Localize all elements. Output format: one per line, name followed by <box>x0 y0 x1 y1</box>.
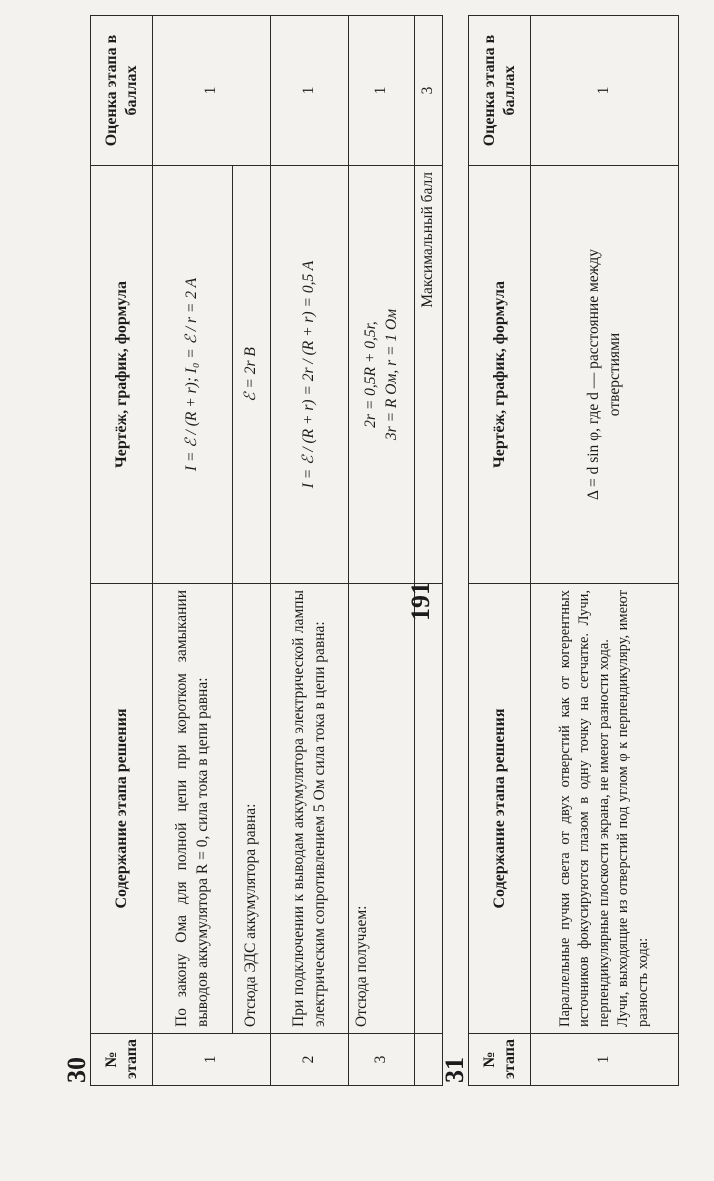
formula-cell: ℰ = 2r B <box>233 166 271 584</box>
header-score: Оценка этапа в баллах <box>469 16 531 166</box>
formula-cell: I = ℰ / (R + r) = 2r / (R + r) = 0,5 A <box>271 166 349 584</box>
formula-line: 2r = 0,5R + 0,5r, <box>361 321 379 428</box>
formula-cell: I = ℰ / (R + r); I₀ = ℰ / r = 2 A <box>153 166 233 584</box>
header-content: Содержание этапа решения <box>469 584 531 1034</box>
content-cell: Отсюда ЭДС аккумулятора равна: <box>233 584 271 1034</box>
content-cell: При подключении к выводам аккумулятора электрической лампы электрическим сопротивлением 5 Ом сила тока в цепи равна: <box>271 584 349 1034</box>
content-paragraph: Лучи, выходящие из отверстий под углом φ к перпендикуляру, имеют разность хода: <box>615 590 651 1027</box>
formula-cell <box>349 166 415 584</box>
header-stage: № этапа <box>469 1034 531 1086</box>
table-row <box>415 16 443 1086</box>
content-cell: По закону Ома для полной цепи при коротком замыкании выводов аккумулятора R = 0, сила тока в цепи равна: <box>153 584 233 1034</box>
table-row <box>271 16 349 1086</box>
table-row <box>153 16 233 1086</box>
header-stage: № этапа <box>91 1034 153 1086</box>
score-cell: 1 <box>349 16 415 166</box>
stage-cell: 1 <box>153 1034 271 1086</box>
table-header-row <box>469 16 531 1086</box>
table-row <box>531 16 679 1086</box>
score-cell: 1 <box>531 16 679 166</box>
formula-line: 3r = R Ом, r = 1 Ом <box>382 308 400 441</box>
header-formula: Чертёж, график, формула <box>469 166 531 584</box>
empty-cell <box>415 584 443 1034</box>
table-row <box>233 16 271 1086</box>
content-cell <box>531 584 679 1034</box>
header-score: Оценка этапа в баллах <box>91 16 153 166</box>
table-header-row <box>91 16 153 1086</box>
stage-cell: 2 <box>271 1034 349 1086</box>
score-cell: 1 <box>153 16 271 166</box>
max-score-cell: 3 <box>415 16 443 166</box>
content-cell: Отсюда получаем: <box>349 584 415 1034</box>
stage-cell: 1 <box>531 1034 679 1086</box>
task-31-number: 31 <box>440 1057 469 1083</box>
max-label-cell: Максимальный балл <box>415 166 443 584</box>
task-30-table <box>90 15 443 1086</box>
formula-cell: Δ = d sin φ, где d — расстояние между отверстиями <box>531 166 679 584</box>
page-number: 191 <box>406 582 435 621</box>
score-cell: 1 <box>271 16 349 166</box>
content-paragraph: Параллельные пучки света от двух отверстий как от когерентных источников фокусируются глазом в одну точку на сетчатке. Лучи, перпендикулярные плоскости экрана, не имеют разности хода. <box>556 590 612 1027</box>
table-row <box>349 16 415 1086</box>
empty-cell <box>415 1034 443 1086</box>
header-content: Содержание этапа решения <box>91 584 153 1034</box>
stage-cell: 3 <box>349 1034 415 1086</box>
task-30-number: 30 <box>62 1057 91 1083</box>
task-31-table <box>468 15 679 1086</box>
header-formula: Чертёж, график, формула <box>91 166 153 584</box>
